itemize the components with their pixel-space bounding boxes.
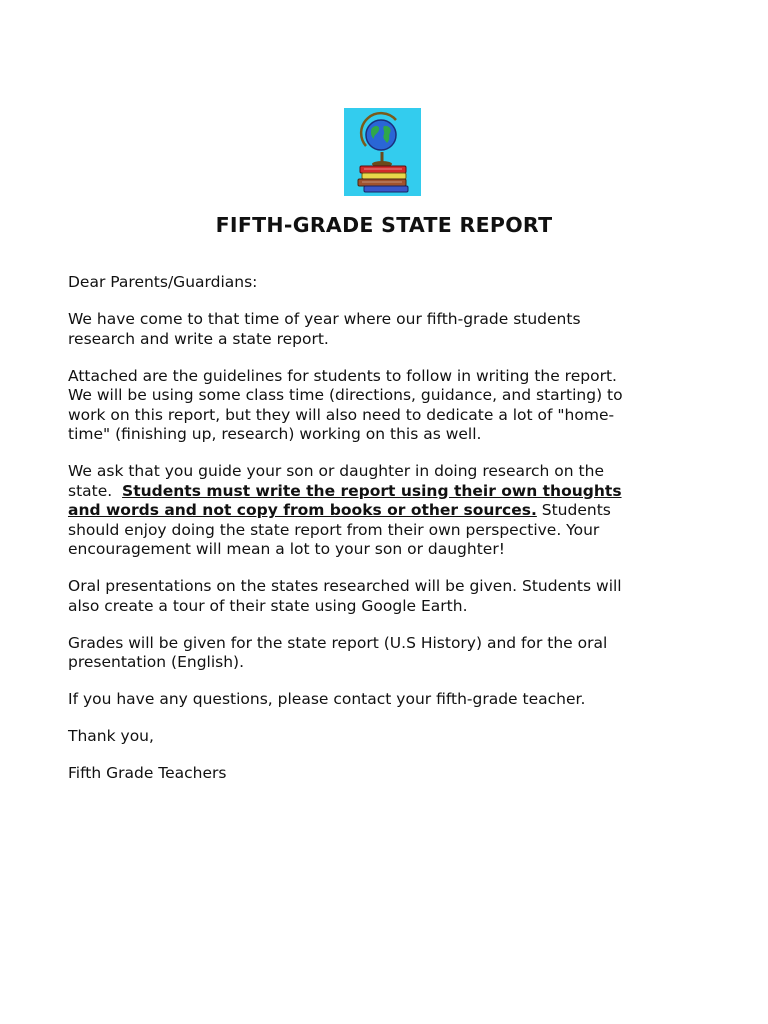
text-line: encouragement will mean a lot to your son or daughter! <box>68 540 505 558</box>
text-line: presentation (English). <box>68 653 245 671</box>
text-line: research and write a state report. <box>68 329 329 348</box>
text-line: Oral presentations on the states researched will be given. Students will <box>68 577 622 595</box>
text-line: Students <box>536 501 611 519</box>
paragraph-research <box>68 462 688 560</box>
text-line: We will be using some class time (directions, guidance, and starting) to <box>68 386 623 404</box>
signature: Fifth Grade Teachers <box>68 764 227 782</box>
emphasis-text: and words and not copy from books or other sources. <box>68 501 537 519</box>
closing: Thank you, <box>68 727 154 745</box>
paragraph-presentations <box>68 577 688 616</box>
text-line: If you have any questions, please contact your fifth-grade teacher. <box>68 690 586 708</box>
text-line: also create a tour of their state using Google Earth. <box>68 596 468 615</box>
text-line: We ask that you guide your son or daughter in doing research on the <box>68 462 604 480</box>
text-line: should enjoy doing the state report from their own perspective. Your <box>68 520 600 539</box>
text-line: Attached are the guidelines for students to follow in writing the report. <box>68 366 617 385</box>
text-line: We have come to that time of year where our fifth-grade students <box>68 310 581 328</box>
text-line: state. <box>68 481 123 500</box>
paragraph-grades <box>68 634 688 673</box>
document-title: FIFTH-GRADE STATE REPORT <box>215 213 553 237</box>
text-line: Grades will be given for the state report (U.S History) and for the oral <box>68 633 608 652</box>
paragraph-guidelines <box>68 367 688 445</box>
text-line: work on this report, but they will also need to dedicate a lot of "home- <box>68 405 615 424</box>
globe-on-books-icon <box>344 108 421 196</box>
letter-body <box>68 273 688 801</box>
text-line: time" (finishing up, research) working on this as well. <box>68 425 482 443</box>
salutation: Dear Parents/Guardians: <box>68 273 258 291</box>
emphasis-text: Students must write the report using their own thoughts <box>122 481 622 500</box>
paragraph-intro <box>68 310 688 349</box>
paragraph-questions <box>68 690 688 710</box>
